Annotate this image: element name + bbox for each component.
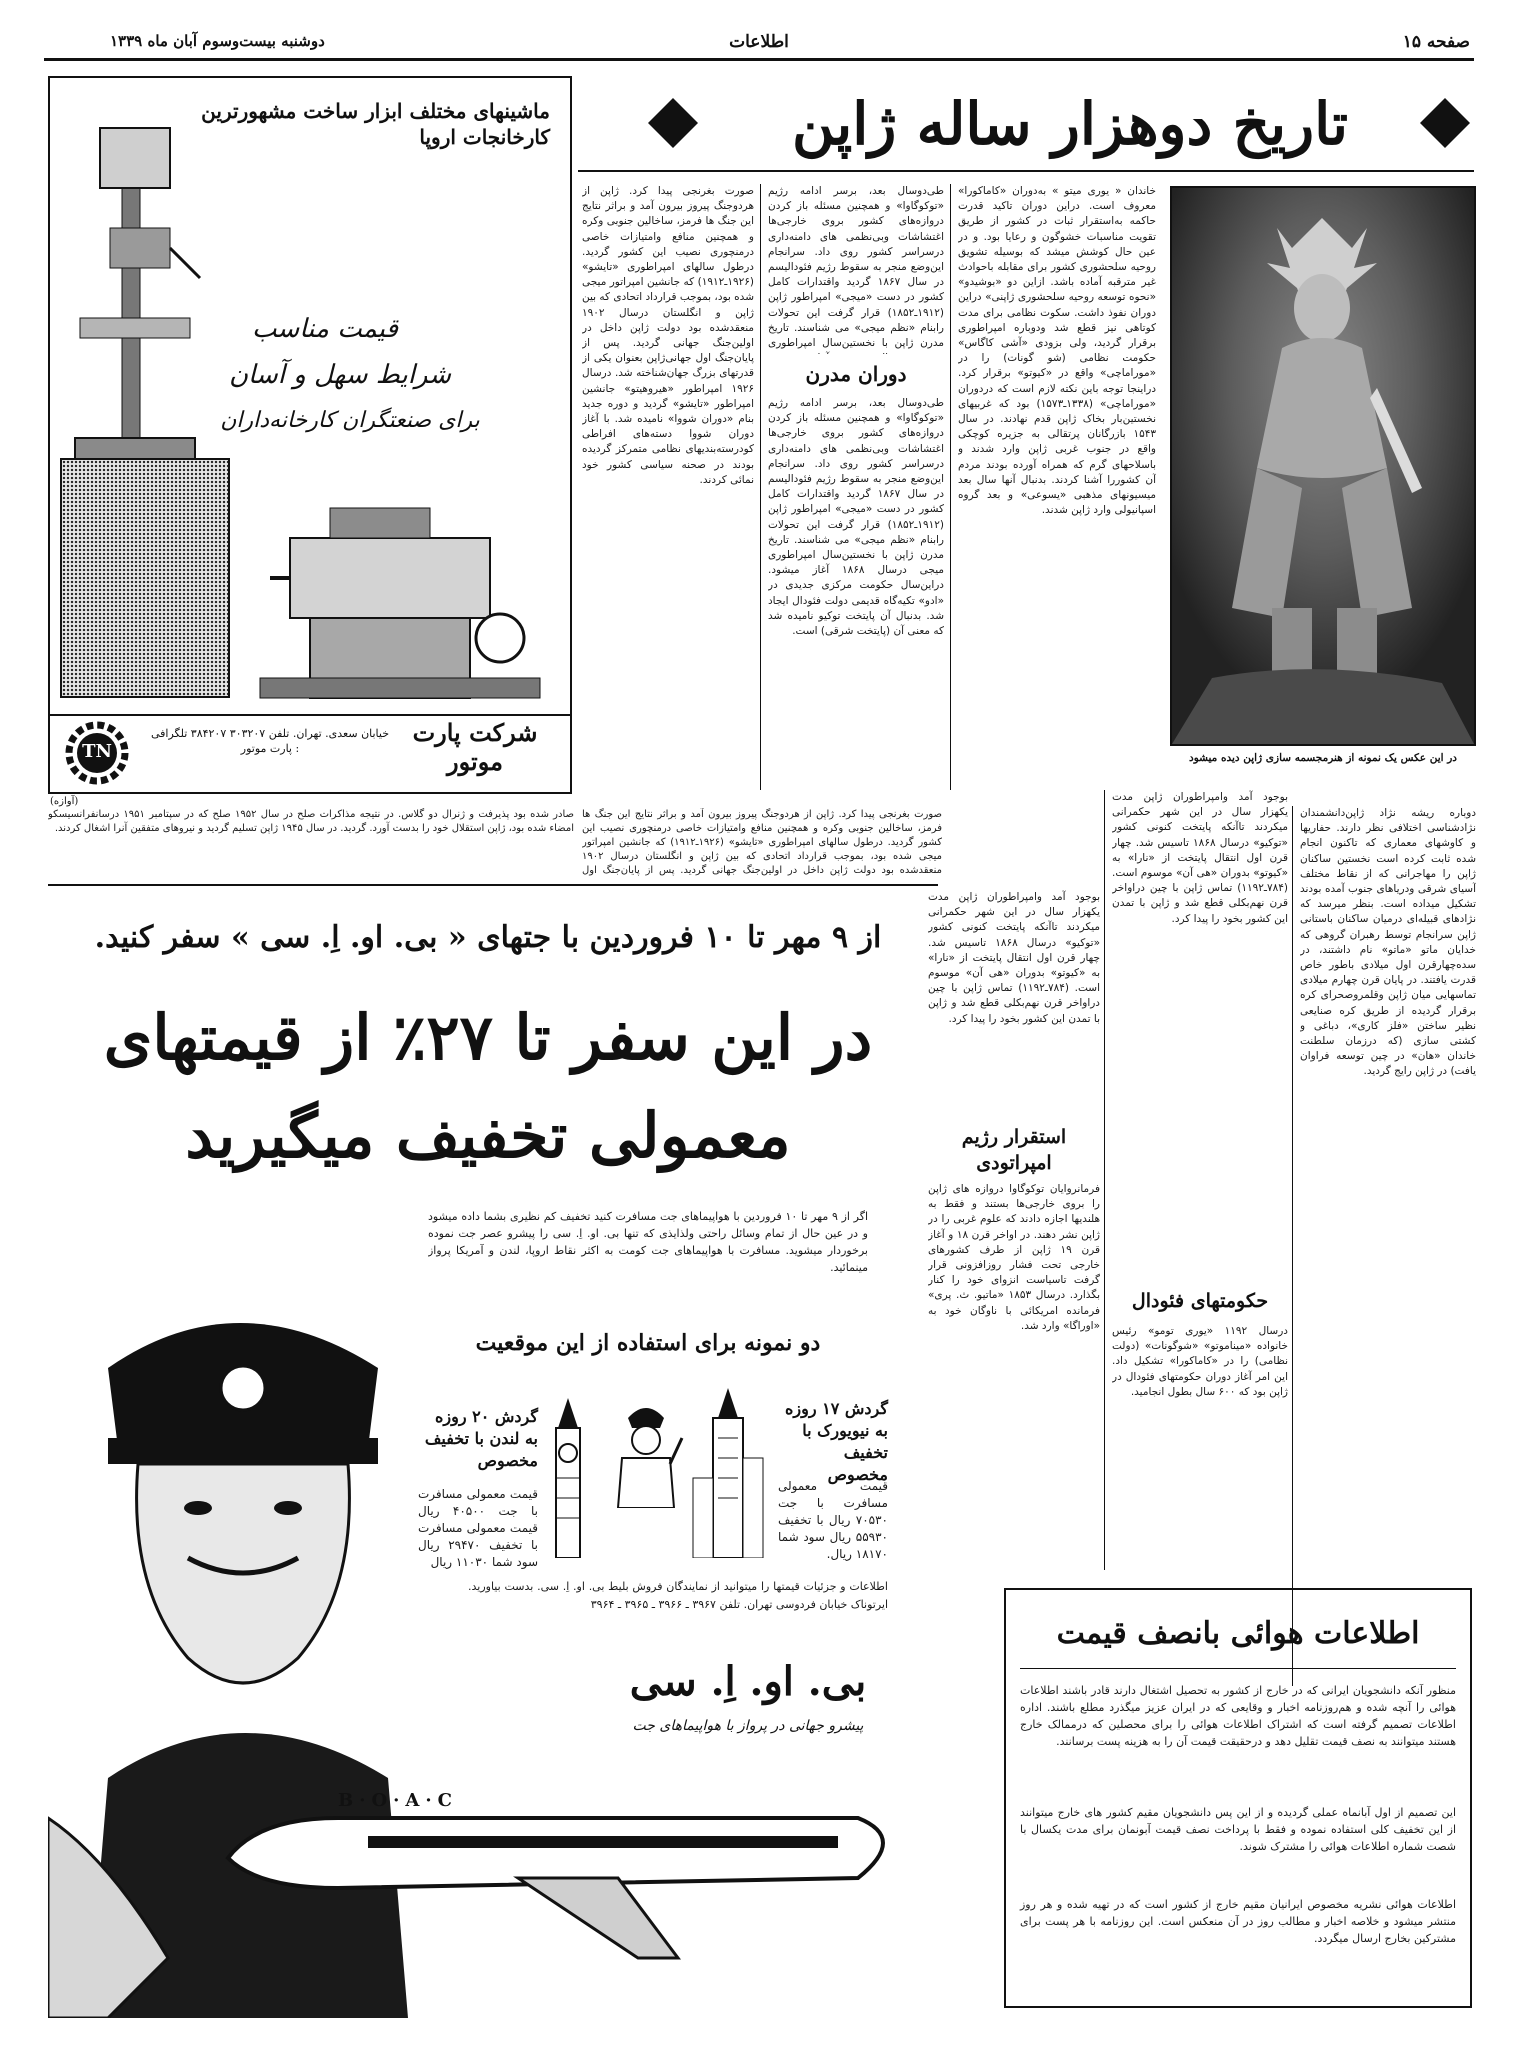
air-mail-notice bbox=[1004, 1588, 1472, 2008]
machine-ad-address: خیابان سعدی. تهران. تلفن ۳۰۳۲۰۷ ۳۸۴۲۰۷ تلگرافی : پارت موتور bbox=[150, 727, 390, 755]
machine-ad-footer-rule bbox=[50, 714, 570, 716]
notice-title-rule bbox=[1020, 1668, 1456, 1669]
column-divider bbox=[950, 184, 951, 790]
article-column-2-top: طی‌دوسال بعد، برسر ادامه رژیم «توکوگاوا» و همچنین مسئله باز کردن دروازه‌های کشور بروی خارجی‌ها اغتشاشات وبی‌نظمی های دامنه‌داری درسراسر کشور روی داد. سرانجام این‌وضع منجر به سقوط رژیم فئودالیسم در سال ۱۸۶۷ گردید واقتدارات کامل کشور در دست «میجی» امپراطور ژاپن (۱۹۱۲ـ۱۸۵۲) قرار گرفت این تحولات رابنام «نظم میجی» می شناسند. تاریخ مدرن ژاپن با نخستین‌سال امپراطوری bbox=[768, 185, 944, 350]
article-lower-column-b: بوجود آمد وامپراطوران ژاپن مدت یکهزار سال در این شهر حکمرانی میکردند تاآنکه پایتخت کنونی کشور «توکیو» درسال ۱۸۶۸ تاسیس شد. چهار قرن اول انتقال پایتخت از «نارا» به «کیوتو» بدوران «هی آن» موسوم است. (۷۸۴ـ۱۱۹۲) تماس ژاپن با چین دراواخر قرن نهم‌بکلی قطع شد و ژاپن با تمدن این کشور بخود را پیدا کرد. bbox=[1112, 791, 1288, 925]
page-number: صفحه ۱۵ bbox=[1402, 32, 1470, 52]
column-divider bbox=[1104, 790, 1105, 1570]
article-lower-column-c: بوجود آمد وامپراطوران ژاپن مدت یکهزار سال در این شهر حکمرانی میکردند تاآنکه پایتخت کنونی کشور «توکیو» درسال ۱۸۶۸ تاسیس شد. چهار قرن اول انتقال پایتخت از «نارا» به «کیوتو» بدوران «هی آن» موسوم است. (۷۸۴ـ۱۱۹۲) تماس ژاپن با چین دراواخر قرن نهم‌بکلی قطع شد و ژاپن با تمدن این کشور بخود را پیدا کرد. bbox=[928, 891, 1100, 1025]
machine-ad-headline: ماشینهای مختلف ابزار ساخت مشهورترین کارخانجات اروپا bbox=[201, 99, 550, 149]
boac-big-line-1: در این سفر تا ۲۷٪ از قیمتهای bbox=[103, 1001, 873, 1074]
headline-ornament-left bbox=[646, 96, 700, 150]
article-column-2: طی‌دوسال بعد، برسر ادامه رژیم «توکوگاوا» و همچنین مسئله باز کردن دروازه‌های کشور بروی خارجی‌ها اغتشاشات وبی‌نظمی های دامنه‌داری درسراسر کشور روی داد. سرانجام این‌وضع منجر به سقوط رژیم فئودالیسم در سال ۱۸۶۷ گردید واقتدارات کامل کشور در دست «میجی» امپراطور ژاپن (۱۹۱۲ـ۱۸۵۲) قرار گرفت این تحولات رابنام «نظم میجی» می شناسند. تاریخ مدرن ژاپن با نخستین‌سال امپراطوری میجی درسال ۱۸۶۸ آغاز میشود. دراین‌سال حکومت مرکزی جدیدی در «ادو» تکیه‌گاه قدیمی دولت فئودال ایجاد شد. بدنبال آن پایتخت توکیو نامیده شد که معنی آن (پایتخت شرقی) است. bbox=[768, 397, 944, 638]
trip-london-title: گردش ۲۰ روزه به لندن با تخفیف مخصوص bbox=[424, 1407, 538, 1470]
jet-airplane-illustration bbox=[218, 1778, 908, 1968]
ad-agency-tag: (آوازه) bbox=[50, 796, 79, 807]
notice-title: اطلاعات هوائی بانصف قیمت bbox=[1056, 1616, 1420, 1651]
machine-tools-ad bbox=[48, 76, 572, 794]
feudal-text: درسال ۱۱۹۲ «یوری تومو» رئیس خانواده «میناموتو» «شوگونات» (دولت نظامی) را در «کاماکورا» تشکیل داد. این امر آغاز دوران حکومتهای فئودال در ژاپن بود که ۶۰۰ سال بطول انجامید. bbox=[1112, 1325, 1288, 1398]
boac-slogan: پیشرو جهانی در پرواز با هواپیماهای جت bbox=[632, 1718, 864, 1734]
trip-london-prices: قیمت معمولی مسافرت با جت ۴۰۵۰۰ ریال قیمت معمولی مسافرت با تخفیف ۲۹۴۷۰ ریال سود شما ۱۱۰۳۰ ریال bbox=[418, 1487, 539, 1569]
big-ben-icon bbox=[538, 1398, 598, 1558]
milling-machine-illustration bbox=[60, 458, 230, 698]
drill-press-illustration bbox=[60, 118, 210, 498]
subhead-modern-era: دوران مدرن bbox=[805, 362, 907, 386]
notice-paragraph-2: این تصمیم از اول آبانماه عملی گردیده و از این پس دانشجویان مقیم کشور های خارج میتوانند از این تخفیف کلی استفاده نموده و فقط با پرداخت نصف قیمت آبونمان برای مدت یکسال با شصت شماره اطلاعات هوائی را مشترک شوند. bbox=[1020, 1806, 1456, 1853]
machine-ad-terms: شرایط سهل و آسان bbox=[228, 360, 452, 390]
notice-paragraph-3: اطلاعات هوائی نشریه مخصوص ایرانیان مقیم خارج از کشور است که در تهیه شده و هر روز منتشر میشود و خلاصه اخبار و مطالب روز در آن منعکس است. این روزنامه با هر پست برای مشترکین بخارج ارسال میگردد. bbox=[1020, 1898, 1456, 1945]
trip-new-york-prices: قیمت معمولی مسافرت با جت ۷۰۵۳۰ ریال با تخفیف ۵۵۹۳۰ ریال سود شما ۱۸۱۷۰ ریال. bbox=[778, 1479, 888, 1561]
subhead-restoration: استقرار رژیم امپراتودی bbox=[961, 1126, 1067, 1174]
trip-new-york-title: گردش ۱۷ روزه به نیویورک با تخفیف مخصوص bbox=[785, 1399, 888, 1484]
gear-logo-icon bbox=[64, 720, 130, 786]
article-column-1: خاندان « یوری میتو » به‌دوران «کاماکورا» معروف است. دراین دوران تاکید قدرت حاکمه به‌استقرار ثبات در کشور از طریق تقویت مناسبات خشوگون و رعایا بود. و در عین حال کوشش میشد که بوسیله تشویق روحیه سلحشوری کشور برای مقابله باحوادث غیر مترقبه آماده باشد. ازاین دو «بوشیدو» «نحوه توسعه روحیه سلحشوری ژاپنی» دراین دوران نفوذ داشت. سکوت نظامی برای مدت کوتاهی نیز قطع شد ودوباره امپراطوری برقرار گردید، ولی بزودی «آشی کاگاس» حکومت نظامی (شو گونات) را در «موراماچی» واقع در «کیوتو» برقرار کرد. دراینجا توجه باین نکته لازم است که دردوران «موراماچی» (۱۳۳۸ـ۱۵۷۳) بود که غربیهای نخستین‌بار بخاک ژاپن قدم نهادند. در سال ۱۵۴۳ بازرگانان پرتقالی به جزیره کوچکی واقع در جنوب غربی ژاپن وارد شدند و باسلاحهای گرم که همراه آورده بودند مردم آن کشوررا آشنا کردند. بدنبال آنها سال بعد میسیونهای مذهبی «یسوعی» و بعد گروه اسپانیولی وارد ژاپن شدند. bbox=[958, 185, 1156, 517]
photo-caption: در این عکس یک نمونه از هنرمجسمه سازی ژاپن دیده میشود bbox=[1189, 752, 1457, 764]
logo-letters: TN bbox=[82, 741, 112, 762]
article-column-3: صورت بغرنجی پیدا کرد. ژاپن از هردوجنگ پیروز بیرون آمد و براثر نتایج این جنگ ها فرمز، ساخالین جنوبی وکره و همچنین منافع وامتیازات خاصی درمنچوری نصیب این کشور گردید. درطول سالهای امپراطوری «تایشو» (۱۹۲۶ـ۱۹۱۲) که جانشین امپراتور میجی شده بود، بموجب قرارداد اتحادی که بین ژاپن و انگلستان درسال ۱۹۰۲ منعقدشده بود دولت ژاپن داخل در اولین‌جنگ جهانی گردید. پس از پایان‌جنگ اول جهانی‌ژاپن بعنوان یکی از قدرتهای بزرگ جهان‌شناخته شد. درسال ۱۹۲۶ امپراطور «هیروهیتو» جانشین امپراطور «تایشو» گردید و دوره جدید بنام «دوران شووا» نامیده شد. با آغاز دوران شووا دسته‌های افراطی کودرسته‌بندیهای نظامی متمرکز گردیده بودند در صحنه سیاسی کشور خود نمائی کردند. bbox=[582, 185, 754, 486]
boac-big-line-2: معمولی تخفیف میگیرید bbox=[185, 1099, 791, 1172]
strip-rule bbox=[48, 884, 938, 886]
statue-photo bbox=[1170, 186, 1476, 746]
masthead-rule bbox=[44, 58, 1474, 61]
restoration-text: فرمانروایان توکوگاوا دروازه های ژاپن را بروی خارجی‌ها بستند و فقط به هلندیها اجازه دادند که علوم غربی را در ژاپن نشر دهند. در اواخر قرن ۱۸ و آغاز قرن ۱۹ ژاپن از طرف کشورهای خارجی تحت فشار روزافزونی قرار گرفت تاسیاست انزوای خود را کنار بگذارد. درسال ۱۸۵۳ «ماتیو. ث. پری» فرمانده امریکائی با ناوگان خود به «اوراگا» وارد شد. bbox=[928, 1183, 1100, 1332]
column-divider bbox=[1292, 806, 1293, 1686]
issue-date: دوشنبه بیست‌وسوم آبان ماه ۱۳۳۹ bbox=[110, 32, 325, 50]
plane-livery-text: B·O·A·C bbox=[338, 1790, 458, 1811]
machine-ad-audience: برای صنعتگران کارخانه‌داران bbox=[220, 408, 480, 433]
boac-fine-print: اگر از ۹ مهر تا ۱۰ فروردین با هواپیماهای جت مسافرت کنید تخفیف کم نظیری بشما داده میشود و در عین حال از تمام وسائل راحتی ولذایذی که تنها بی. او. اِ. سی را پیشرو عصر جت نموده برخوردار میشوید. مسافرت با هواپیماهای جت کومت به اکثر نقاط اروپا، لندن و آمریکا پرواز مینمائید. bbox=[428, 1210, 868, 1274]
article-headline: تاریخ دوهزار ساله ژاپن bbox=[792, 90, 1348, 158]
boac-subhead: دو نمونه برای استفاده از این موقعیت bbox=[475, 1330, 821, 1356]
article-lower-column-a: دوباره ریشه نژاد ژاپن‌دانشمندان نژادشناسی اختلافی نظر دارند. حفاریها و کاوشهای معماری که تاکنون انجام شده ثابت کرده است نخستین ساکنان ژاپن را مهاجرانی که از نقاط مختلف آسیای شرقی ودریاهای جنوب آمده بودند تشکیل میداده است. بنظر میرسد که نژاد‌های قبیله‌ای درمیان ساکنان باستانی ژاپن سرانجام توسط رهبران گروهی که خدایان ماتو «ماتو» نام داشتند، در سده‌چهارقرن اول میلادی باطور خاص قدرت یافتند. در پایان قرن چهارم میلادی تماسهایی میان ژاپن وقلمروصحرای کره برقرار گردیده از طریق کره صنایعی نظیر ساختن «فلز کاری»، دباغی و کشتی سازی (که درزمان سلطنت خاندان «هان» در چین توسعه فراوان یافت) در ژاپن رایج گردید. bbox=[1300, 807, 1476, 1078]
newspaper-name: اطلاعات bbox=[729, 32, 789, 52]
headline-rule bbox=[578, 170, 1474, 172]
subhead-feudal: حکومتهای فئودال bbox=[1131, 1290, 1269, 1312]
notice-paragraph-1: منظور آنکه دانشجویان ایرانی که در خارج از کشور به تحصیل اشتغال دارند قادر باشند اطلاعات هوائی را آنچه شده و هم‌روزنامه اخبار و وقایعی که در ایران عزیز میگذرد مطلع باشند. اداره اطلاعات تصمیم گرفته است که اشتراک اطلاعات هوائی را برای محصلین که درممالک خارج هستند میتوانند به نصف قیمت تقلیل دهد و درحقیقت قیمت آن را به هزینه پست برسانند. bbox=[1020, 1684, 1456, 1748]
column-divider bbox=[760, 184, 761, 790]
shaper-machine-illustration bbox=[250, 498, 550, 708]
boac-top-line: از ۹ مهر تا ۱۰ فروردین با جتهای « بی. او. اِ. سی » سفر کنید. bbox=[94, 920, 882, 955]
boac-ad bbox=[48, 898, 918, 2018]
machine-ad-price: قیمت مناسب bbox=[251, 314, 399, 344]
boac-brand: بی. او. اِ. سی bbox=[629, 1658, 867, 1705]
boac-info: اطلاعات و جزئیات قیمتها را میتوانید از نمایندگان فروش بلیط بی. او. اِ. سی. بدست بیاورید. ایرتوناک خیابان فردوسی تهران. تلفن ۳۹۶۷ ـ ۳۹۶۶ ـ ۳۹۶۵ ـ ۳۹۶۴ bbox=[468, 1580, 888, 1611]
policeman-illustration bbox=[608, 1398, 684, 1508]
continued-strip: صادر شده بود پذیرفت و ژنرال دو گلاس. در نتیجه مذاکرات صلح در سال ۱۹۵۲ صلح که در سپتامبر ۱۹۵۱ درسانفرانسیسکو امضاء شده بود، ژاپن استقلال خود را بدست آورد. گردید. در سال ۱۹۴۵ ژاپن تسلیم گردید و نیروهای متفقین آنرا اشغال کردند. bbox=[48, 809, 574, 834]
continued-strip-2: صورت بغرنجی پیدا کرد. ژاپن از هردوجنگ پیروز بیرون آمد و براثر نتایج این جنگ ها فرمز، ساخالین جنوبی وکره و همچنین منافع وامتیازات خاصی درمنچوری نصیب این کشور گردید. درطول سالهای امپراطوری «تایشو» (۱۹۲۶ـ۱۹۱۲) که جانشین امپراتور میجی شده بود، بموجب قرارداد اتحادی که بین ژاپن و انگلستان درسال ۱۹۰۲ منعقدشده بود دولت ژاپن داخل در اولین‌جنگ جهانی گردید. پس از پایان‌جنگ اول bbox=[582, 809, 942, 876]
new-york-skyline-icon bbox=[688, 1388, 768, 1558]
machine-ad-company: شرکت پارت موتور bbox=[412, 718, 538, 776]
